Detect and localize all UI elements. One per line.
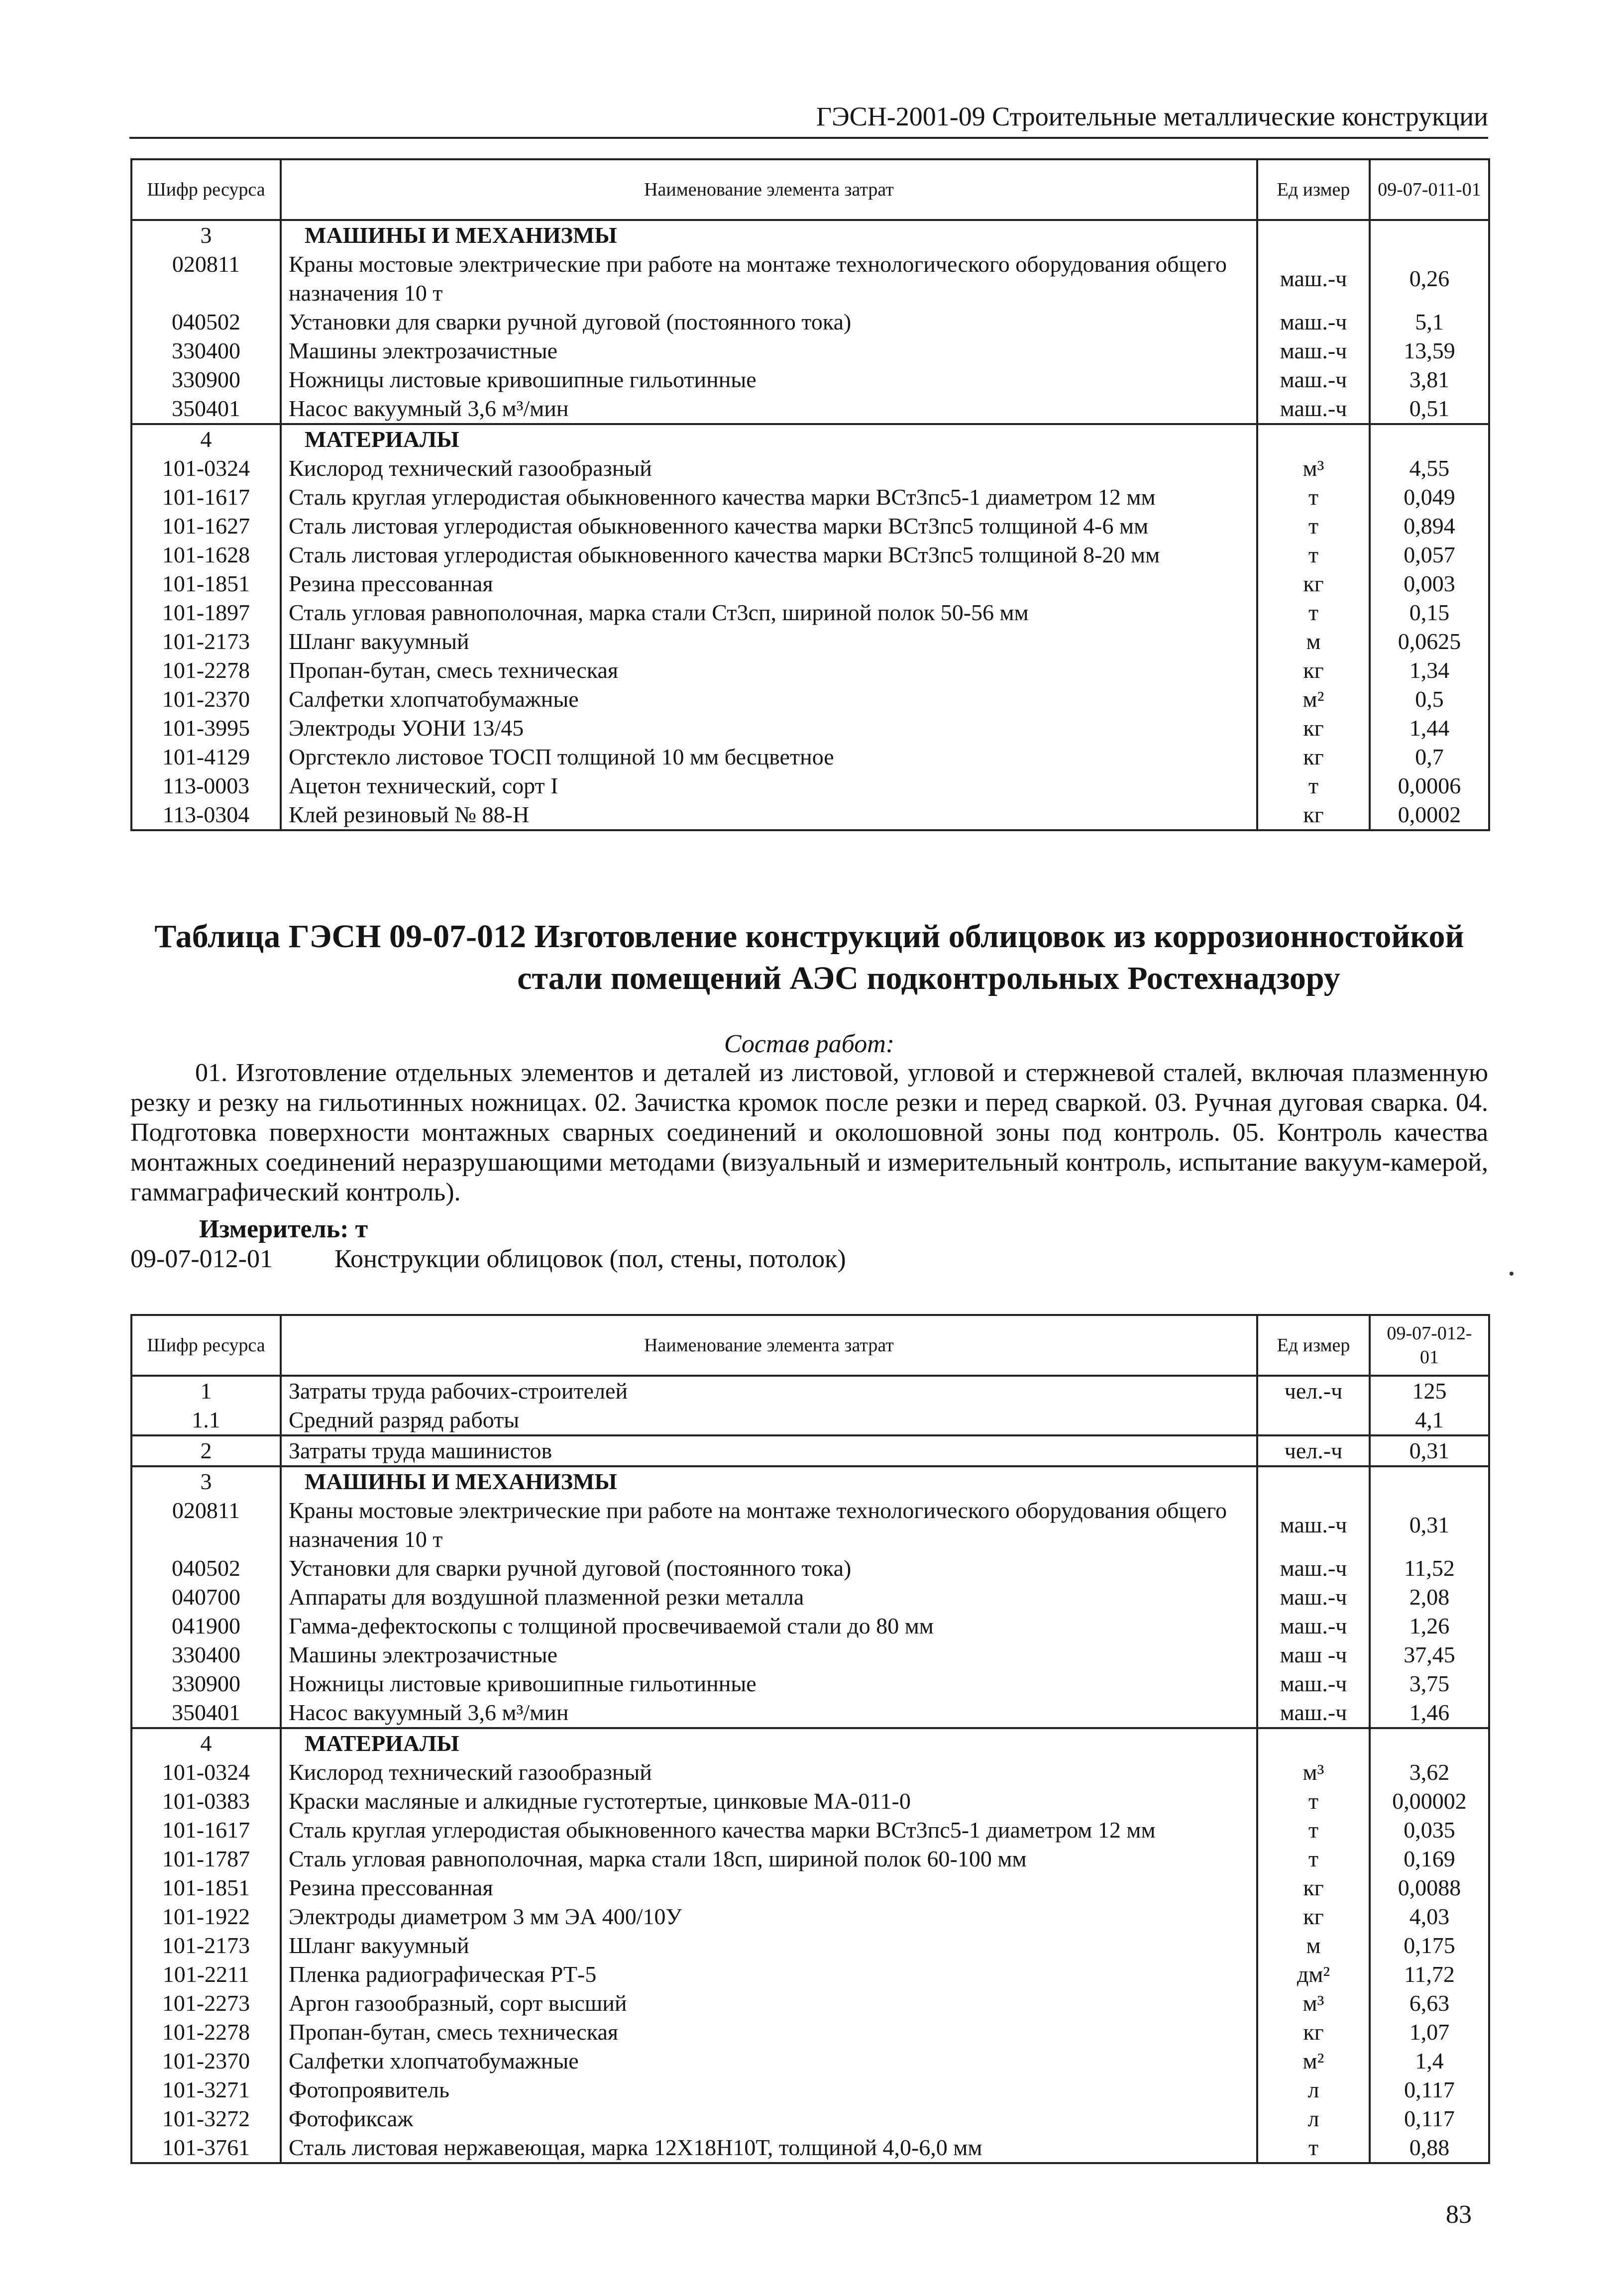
- resource-code: 330900: [131, 365, 281, 394]
- resource-value: 3,75: [1370, 1669, 1489, 1698]
- resource-value: 1,46: [1370, 1698, 1489, 1728]
- table-row: [131, 1787, 1489, 1816]
- resource-unit: м²: [1257, 685, 1370, 714]
- resource-code: 101-1922: [131, 1902, 281, 1931]
- resource-value: 0,88: [1370, 2133, 1489, 2163]
- table-section-row: [131, 1728, 1489, 1758]
- resource-value: 1,07: [1370, 2018, 1489, 2047]
- resource-name: Электроды диаметром 3 мм ЭА 400/10У: [281, 1902, 1257, 1931]
- resource-name: Краны мостовые электрические при работе на монтаже технологического оборудования общего назначения 10 т: [281, 1496, 1257, 1554]
- resource-name: Насос вакуумный 3,6 м³/мин: [281, 394, 1257, 424]
- resource-name: Салфетки хлопчатобумажные: [281, 685, 1257, 714]
- resource-value: 0,5: [1370, 685, 1489, 714]
- table-title: [130, 916, 1488, 999]
- resource-unit: маш.-ч: [1257, 1496, 1370, 1554]
- resource-name: Затраты труда рабочих-строителей: [281, 1376, 1257, 1406]
- resource-name: Ножницы листовые кривошипные гильотинные: [281, 1669, 1257, 1698]
- table-section-row: [131, 1466, 1489, 1496]
- resource-code: 113-0003: [131, 771, 281, 800]
- resource-name: Кислород технический газообразный: [281, 1758, 1257, 1787]
- column-header-name: Наименование элемента затрат: [281, 1315, 1257, 1376]
- norm-title: Конструкции облицовок (пол, стены, потолок): [334, 1245, 846, 1273]
- resource-code: 101-1628: [131, 541, 281, 569]
- resource-value: 1,26: [1370, 1612, 1489, 1640]
- resource-code: 101-2370: [131, 2047, 281, 2075]
- resource-code: 101-1787: [131, 1845, 281, 1873]
- resource-name: Сталь круглая углеродистая обыкновенного качества марки ВСт3пс5-1 диаметром 12 мм: [281, 483, 1257, 512]
- table-row: [131, 1816, 1489, 1845]
- table-row: [131, 541, 1489, 569]
- resource-code: 101-0324: [131, 1758, 281, 1787]
- resource-value: 0,15: [1370, 598, 1489, 627]
- resource-value: 13,59: [1370, 336, 1489, 365]
- resource-name: Сталь угловая равнополочная, марка стали Ст3сп, шириной полок 50-56 мм: [281, 598, 1257, 627]
- resource-unit: дм²: [1257, 1960, 1370, 1989]
- table-row: [131, 656, 1489, 685]
- resource-unit: м³: [1257, 1758, 1370, 1787]
- resource-code: 101-4129: [131, 743, 281, 771]
- table-row: [131, 1960, 1489, 1989]
- table-row: [131, 2047, 1489, 2075]
- table-row: [131, 714, 1489, 743]
- resource-code: 101-1851: [131, 569, 281, 598]
- resource-name: Насос вакуумный 3,6 м³/мин: [281, 1698, 1257, 1728]
- resource-value: 0,0625: [1370, 627, 1489, 656]
- resource-code: 101-2278: [131, 656, 281, 685]
- table-row: [131, 598, 1489, 627]
- resource-value: 4,55: [1370, 454, 1489, 483]
- resource-unit: кг: [1257, 714, 1370, 743]
- column-header-unit: Ед измер: [1257, 1315, 1370, 1376]
- resource-value: 0,00002: [1370, 1787, 1489, 1816]
- resource-name: Установки для сварки ручной дуговой (постоянного тока): [281, 308, 1257, 336]
- resource-code: 330900: [131, 1669, 281, 1698]
- resource-unit: кг: [1257, 656, 1370, 685]
- resource-value: [1370, 424, 1489, 454]
- table-title-line-2: стали помещений АЭС подконтрольных Ростехнадзору: [517, 960, 1340, 996]
- table-section-row: [131, 220, 1489, 250]
- resource-unit: маш.-ч: [1257, 365, 1370, 394]
- table-row: [131, 627, 1489, 656]
- table-row: [131, 365, 1489, 394]
- resource-code: 101-2211: [131, 1960, 281, 1989]
- table-row: [131, 1698, 1489, 1728]
- column-header-unit: Ед измер: [1257, 159, 1370, 220]
- resource-value: 0,169: [1370, 1845, 1489, 1873]
- resource-name: Пропан-бутан, смесь техническая: [281, 656, 1257, 685]
- resource-name: Ножницы листовые кривошипные гильотинные: [281, 365, 1257, 394]
- resource-code: 040502: [131, 308, 281, 336]
- resource-unit: л: [1257, 2075, 1370, 2104]
- resource-code: 330400: [131, 336, 281, 365]
- resource-value: 11,52: [1370, 1554, 1489, 1583]
- resource-unit: маш.-ч: [1257, 1612, 1370, 1640]
- table-header-row: [131, 159, 1489, 220]
- resource-name: Аппараты для воздушной плазменной резки металла: [281, 1583, 1257, 1612]
- table-row: [131, 308, 1489, 336]
- resource-unit: т: [1257, 2133, 1370, 2163]
- resource-unit: чел.-ч: [1257, 1435, 1370, 1466]
- resource-name: Сталь листовая углеродистая обыкновенного качества марки ВСт3пс5 толщиной 8-20 мм: [281, 541, 1257, 569]
- resource-value: [1370, 220, 1489, 250]
- resource-unit: т: [1257, 1787, 1370, 1816]
- resource-unit: м: [1257, 1931, 1370, 1960]
- resource-unit: маш -ч: [1257, 1640, 1370, 1669]
- table-section-row: [131, 424, 1489, 454]
- resource-code: 020811: [131, 250, 281, 308]
- table-row: [131, 1612, 1489, 1640]
- table-row: [131, 1435, 1489, 1466]
- resource-unit: [1257, 1466, 1370, 1496]
- resource-unit: кг: [1257, 743, 1370, 771]
- resource-unit: маш.-ч: [1257, 394, 1370, 424]
- resource-name: Клей резиновый № 88-Н: [281, 800, 1257, 830]
- resource-value: 37,45: [1370, 1640, 1489, 1669]
- resource-value: 0,51: [1370, 394, 1489, 424]
- resource-unit: т: [1257, 598, 1370, 627]
- resource-unit: маш.-ч: [1257, 1583, 1370, 1612]
- resource-value: 0,0088: [1370, 1873, 1489, 1902]
- resource-value: 125: [1370, 1376, 1489, 1406]
- resource-name: Краны мостовые электрические при работе на монтаже технологического оборудования общего назначения 10 т: [281, 250, 1257, 308]
- resource-name: Краски масляные и алкидные густотертые, цинковые МА-011-0: [281, 1787, 1257, 1816]
- table-row: [131, 483, 1489, 512]
- resource-value: 11,72: [1370, 1960, 1489, 1989]
- resource-code: 101-0324: [131, 454, 281, 483]
- resource-name: Шланг вакуумный: [281, 1931, 1257, 1960]
- resource-name: Средний разряд работы: [281, 1406, 1257, 1435]
- resource-code: 4: [131, 1728, 281, 1758]
- table-row: [131, 1640, 1489, 1669]
- resource-name: МАШИНЫ И МЕХАНИЗМЫ: [281, 220, 1257, 250]
- table-row: [131, 800, 1489, 830]
- resource-value: 5,1: [1370, 308, 1489, 336]
- resource-name: Аргон газообразный, сорт высший: [281, 1989, 1257, 2018]
- resource-code: 1: [131, 1376, 281, 1406]
- resource-unit: т: [1257, 1816, 1370, 1845]
- norm-subtitle: [130, 1244, 846, 1274]
- page-header: [129, 97, 1488, 139]
- resource-name: Фотофиксаж: [281, 2104, 1257, 2133]
- resource-code: 101-2173: [131, 627, 281, 656]
- table-row: [131, 454, 1489, 483]
- resource-code: 101-1617: [131, 1816, 281, 1845]
- resource-value: 0,894: [1370, 512, 1489, 541]
- resource-unit: м³: [1257, 1989, 1370, 2018]
- table-row: [131, 1406, 1489, 1435]
- table-body: [131, 220, 1489, 830]
- column-header-code: Шифр ресурса: [131, 1315, 281, 1376]
- resource-name: Резина прессованная: [281, 569, 1257, 598]
- table-row: [131, 2018, 1489, 2047]
- resource-code: 020811: [131, 1496, 281, 1554]
- resource-value: 3,62: [1370, 1758, 1489, 1787]
- resource-unit: [1257, 220, 1370, 250]
- scan-speck: [1510, 1272, 1514, 1276]
- resource-unit: маш.-ч: [1257, 1698, 1370, 1728]
- resource-name: Сталь угловая равнополочная, марка стали 18сп, шириной полок 60-100 мм: [281, 1845, 1257, 1873]
- resource-value: 6,63: [1370, 1989, 1489, 2018]
- column-header-code: Шифр ресурса: [131, 159, 281, 220]
- resource-code: 101-3271: [131, 2075, 281, 2104]
- resource-unit: чел.-ч: [1257, 1376, 1370, 1406]
- resource-unit: кг: [1257, 569, 1370, 598]
- resource-unit: м³: [1257, 454, 1370, 483]
- resource-unit: маш.-ч: [1257, 250, 1370, 308]
- resource-name: Шланг вакуумный: [281, 627, 1257, 656]
- table-row: [131, 1902, 1489, 1931]
- resource-unit: маш.-ч: [1257, 308, 1370, 336]
- column-header-norm: 09-07-012-01: [1370, 1315, 1489, 1376]
- resource-code: 101-1617: [131, 483, 281, 512]
- resource-value: 4,1: [1370, 1406, 1489, 1435]
- resource-code: 101-2173: [131, 1931, 281, 1960]
- resource-value: 4,03: [1370, 1902, 1489, 1931]
- resource-unit: т: [1257, 483, 1370, 512]
- resource-code: 101-3272: [131, 2104, 281, 2133]
- composition-text: 01. Изготовление отдельных элементов и деталей из листовой, угловой и стержневой сталей, включая плазменную резку и резку на гильотинных ножницах. 02. Зачистка кромок после резки и перед сваркой. 03. Ручная дуговая сварка. 04. Подготовка поверхности монтажных сварных соединений и околошовной зоны под контроль. 05. Контроль качества монтажных соединений неразрушающими методами (визуальный и измерительный контроль, испытание вакуум-камерой, гаммаграфический контроль).: [130, 1059, 1488, 1206]
- running-title: ГЭСН-2001-09 Строительные металлические конструкции: [816, 102, 1488, 131]
- resource-name: Гамма-дефектоскопы с толщиной просвечиваемой стали до 80 мм: [281, 1612, 1257, 1640]
- composition-label: Состав работ:: [724, 1030, 895, 1058]
- resource-unit: маш.-ч: [1257, 336, 1370, 365]
- resource-name: Кислород технический газообразный: [281, 454, 1257, 483]
- meter-label: Измеритель:: [199, 1215, 349, 1243]
- table-row: [131, 685, 1489, 714]
- resource-unit: [1257, 1728, 1370, 1758]
- table-row: [131, 1758, 1489, 1787]
- table-body: [131, 1376, 1489, 2163]
- table-row: [131, 771, 1489, 800]
- table-row: [131, 1989, 1489, 2018]
- resource-name: МАТЕРИАЛЫ: [281, 1728, 1257, 1758]
- resource-name: Установки для сварки ручной дуговой (постоянного тока): [281, 1554, 1257, 1583]
- resource-name: МАТЕРИАЛЫ: [281, 424, 1257, 454]
- table-row: [131, 1376, 1489, 1406]
- resource-value: 0,31: [1370, 1435, 1489, 1466]
- resource-unit: [1257, 424, 1370, 454]
- resource-name: Резина прессованная: [281, 1873, 1257, 1902]
- resource-value: 0,7: [1370, 743, 1489, 771]
- column-header-name: Наименование элемента затрат: [281, 159, 1257, 220]
- resource-code: 101-1627: [131, 512, 281, 541]
- table-row: [131, 1845, 1489, 1873]
- resource-unit: маш.-ч: [1257, 1554, 1370, 1583]
- meter-line: [199, 1214, 368, 1244]
- resource-value: 2,08: [1370, 1583, 1489, 1612]
- table-row: [131, 512, 1489, 541]
- resource-value: [1370, 1728, 1489, 1758]
- resource-value: 0,175: [1370, 1931, 1489, 1960]
- norm-code: 09-07-012-01: [130, 1245, 273, 1273]
- table-row: [131, 394, 1489, 424]
- table-row: [131, 2133, 1489, 2163]
- resource-unit: кг: [1257, 2018, 1370, 2047]
- resource-name: Оргстекло листовое ТОСП толщиной 10 мм бесцветное: [281, 743, 1257, 771]
- resource-code: 4: [131, 424, 281, 454]
- resource-code: 040502: [131, 1554, 281, 1583]
- resource-code: 101-3761: [131, 2133, 281, 2163]
- resource-name: Пропан-бутан, смесь техническая: [281, 2018, 1257, 2047]
- resource-code: 040700: [131, 1583, 281, 1612]
- resource-code: 330400: [131, 1640, 281, 1669]
- resource-value: 1,34: [1370, 656, 1489, 685]
- resource-name: Машины электрозачистные: [281, 1640, 1257, 1669]
- resource-unit: [1257, 1406, 1370, 1435]
- resource-unit: т: [1257, 512, 1370, 541]
- table-row: [131, 1931, 1489, 1960]
- resource-code: 350401: [131, 1698, 281, 1728]
- resource-name: Сталь листовая нержавеющая, марка 12Х18Н10Т, толщиной 4,0-6,0 мм: [281, 2133, 1257, 2163]
- resource-value: 0,0006: [1370, 771, 1489, 800]
- resource-unit: кг: [1257, 800, 1370, 830]
- resource-name: Электроды УОНИ 13/45: [281, 714, 1257, 743]
- page-number: 83: [1446, 2200, 1472, 2229]
- table-row: [131, 1496, 1489, 1554]
- table-row: [131, 1554, 1489, 1583]
- table-row: [131, 336, 1489, 365]
- resource-name: Затраты труда машинистов: [281, 1435, 1257, 1466]
- resource-unit: л: [1257, 2104, 1370, 2133]
- resource-name: Сталь листовая углеродистая обыкновенного качества марки ВСт3пс5 толщиной 4-6 мм: [281, 512, 1257, 541]
- table-row: [131, 1669, 1489, 1698]
- resource-name: Салфетки хлопчатобумажные: [281, 2047, 1257, 2075]
- resource-value: 0,035: [1370, 1816, 1489, 1845]
- resource-unit: т: [1257, 541, 1370, 569]
- resource-value: 0,26: [1370, 250, 1489, 308]
- resource-code: 101-2370: [131, 685, 281, 714]
- resource-value: 0,057: [1370, 541, 1489, 569]
- table-title-line-1: Таблица ГЭСН 09-07-012 Изготовление конструкций облицовок из коррозионностойкой: [154, 918, 1464, 955]
- table-row: [131, 569, 1489, 598]
- resource-value: 0,049: [1370, 483, 1489, 512]
- resource-value: 0,003: [1370, 569, 1489, 598]
- resource-table-09-07-011-01: [130, 158, 1490, 831]
- resource-value: 1,44: [1370, 714, 1489, 743]
- resource-table-09-07-012-01: [130, 1314, 1490, 2164]
- resource-value: 3,81: [1370, 365, 1489, 394]
- resource-name: Пленка радиографическая РТ-5: [281, 1960, 1257, 1989]
- table-row: [131, 2075, 1489, 2104]
- table-row: [131, 250, 1489, 308]
- resource-unit: т: [1257, 771, 1370, 800]
- resource-value: [1370, 1466, 1489, 1496]
- table-row: [131, 743, 1489, 771]
- column-header-norm: 09-07-011-01: [1370, 159, 1489, 220]
- table-row: [131, 1583, 1489, 1612]
- resource-code: 101-2278: [131, 2018, 281, 2047]
- resource-code: 350401: [131, 394, 281, 424]
- resource-code: 101-1897: [131, 598, 281, 627]
- resource-name: МАШИНЫ И МЕХАНИЗМЫ: [281, 1466, 1257, 1496]
- resource-name: Машины электрозачистные: [281, 336, 1257, 365]
- resource-code: 041900: [131, 1612, 281, 1640]
- resource-code: 101-3995: [131, 714, 281, 743]
- resource-code: 3: [131, 220, 281, 250]
- resource-value: 0,0002: [1370, 800, 1489, 830]
- resource-unit: м²: [1257, 2047, 1370, 2075]
- resource-value: 0,117: [1370, 2104, 1489, 2133]
- resource-value: 1,4: [1370, 2047, 1489, 2075]
- meter-unit: т: [355, 1215, 368, 1243]
- resource-unit: кг: [1257, 1873, 1370, 1902]
- resource-code: 101-2273: [131, 1989, 281, 2018]
- resource-name: Ацетон технический, сорт I: [281, 771, 1257, 800]
- resource-unit: маш.-ч: [1257, 1669, 1370, 1698]
- resource-code: 1.1: [131, 1406, 281, 1435]
- resource-code: 113-0304: [131, 800, 281, 830]
- table-row: [131, 1873, 1489, 1902]
- resource-code: 101-1851: [131, 1873, 281, 1902]
- resource-unit: кг: [1257, 1902, 1370, 1931]
- resource-value: 0,117: [1370, 2075, 1489, 2104]
- resource-unit: т: [1257, 1845, 1370, 1873]
- resource-code: 3: [131, 1466, 281, 1496]
- resource-code: 2: [131, 1435, 281, 1466]
- resource-unit: м: [1257, 627, 1370, 656]
- resource-value: 0,31: [1370, 1496, 1489, 1554]
- table-row: [131, 2104, 1489, 2133]
- table-header-row: [131, 1315, 1489, 1376]
- resource-code: 101-0383: [131, 1787, 281, 1816]
- resource-name: Сталь круглая углеродистая обыкновенного качества марки ВСт3пс5-1 диаметром 12 мм: [281, 1816, 1257, 1845]
- resource-name: Фотопроявитель: [281, 2075, 1257, 2104]
